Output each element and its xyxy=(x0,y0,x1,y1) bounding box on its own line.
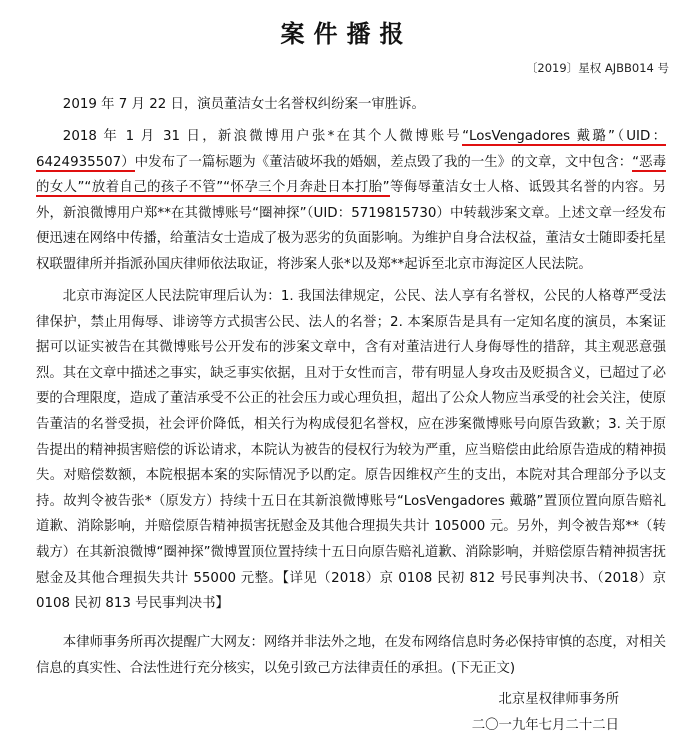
underlined-account-name: “LosVengadores 戴璐”（UID：6424935507） xyxy=(36,129,666,170)
paragraph-court-ruling: 北京市海淀区人民法院审理后认为：1. 我国法律规定，公民、法人享有名誉权，公民的人格尊严受法律保护，禁止用侮辱、诽谤等方式损害公民、法人的名誉；2. 本案原告是具有一定知名度的演员，本案证据可以证实被告在其微博账号公开发布的涉案文章中，含有对董洁进行人身侮辱性的措辞，其主观恶意强烈。其在文章中描述之事实，缺乏事实依据，且对于女性而言，带有明显人身攻击及贬损含义，已超过了必要的合理限度，造成了董洁承受不公正的社会压力或心理负担，超出了公众人物应当承受的社会关注，使原告董洁的名誉受损，社会评价降低，相关行为构成侵犯名誉权，应在涉案微博账号向原告致歉；3. 关于原告提出的精神损害赔偿的诉讼请求，本院认为被告的侵权行为较为严重，应当赔偿由此给原告造成的精神损失。对赔偿数额，本院根据本案的实际情况予以酌定。原告因维权产生的支出，本院对其合理部分予以支持。故判令被告张*（原发方）持续十五日在其新浪微博账号“LosVengadores 戴璐”置顶位置向原告赔礼道歉、消除影响，并赔偿原告精神损害抚慰金及其他合理损失共计 105000 元。另外，判令被告郑**（转载方）在其新浪微博“圈神探”微博置顶位置持续十五日向原告赔礼道歉、消除影响，并赔偿原告精神损害抚慰金及其他合理损失共计 55000 元整。【详见（2018）京 0108 民初 812 号民事判决书、（2018）京 0108 民初 813 号民事判决书】 xyxy=(36,289,666,612)
signature-date: 二〇一九年七月二十二日 xyxy=(471,718,619,733)
background-text-e: 等侮辱董洁女士人格、诋毁其名誉的内容。另外，新浪微博用户郑**在其微博账号“圈神探”（UID：5719815730）中转载涉案文章。上述文章一经发布便迅速在网络中传播，给董洁女士造成了极为恶劣的负面影响。为维护自身合法权益，董洁女士随即委托星权联盟律所并指派孙国庆律师依法取证，将涉案人张*以及郑**起诉至北京市海淀区人民法院。 xyxy=(36,180,667,272)
background-text-a: 2018 年 1 月 31 日，新浪微博用户张*在其个人微博账号 xyxy=(62,129,463,144)
paragraph-reminder: 本律师事务所再次提醒广大网友：网络并非法外之地，在发布网络信息时务必保持审慎的态度，对相关信息的真实性、合法性进行充分核实，以免引致己方法律责任的承担。(下无正文) xyxy=(36,635,666,676)
paragraph-background xyxy=(36,124,666,278)
signature-firm: 北京星权律师事务所 xyxy=(498,692,619,707)
background-text-c: 中发布了一篇标题为《董洁破坏我的婚姻，差点毁了我的一生》的文章，文中包含： xyxy=(134,154,633,170)
underlined-quotes: “恶毒的女人”“放着自己的孩子不管”“怀孕三个月奔赴日本打胎” xyxy=(36,154,666,196)
case-reference: 〔2019〕星权 AJBB014 号 xyxy=(525,61,669,75)
paragraph-verdict: 2019 年 7 月 22 日，演员董洁女士名誉权纠纷案一审胜诉。 xyxy=(62,97,425,112)
page-title: 案件播报 xyxy=(280,20,413,48)
